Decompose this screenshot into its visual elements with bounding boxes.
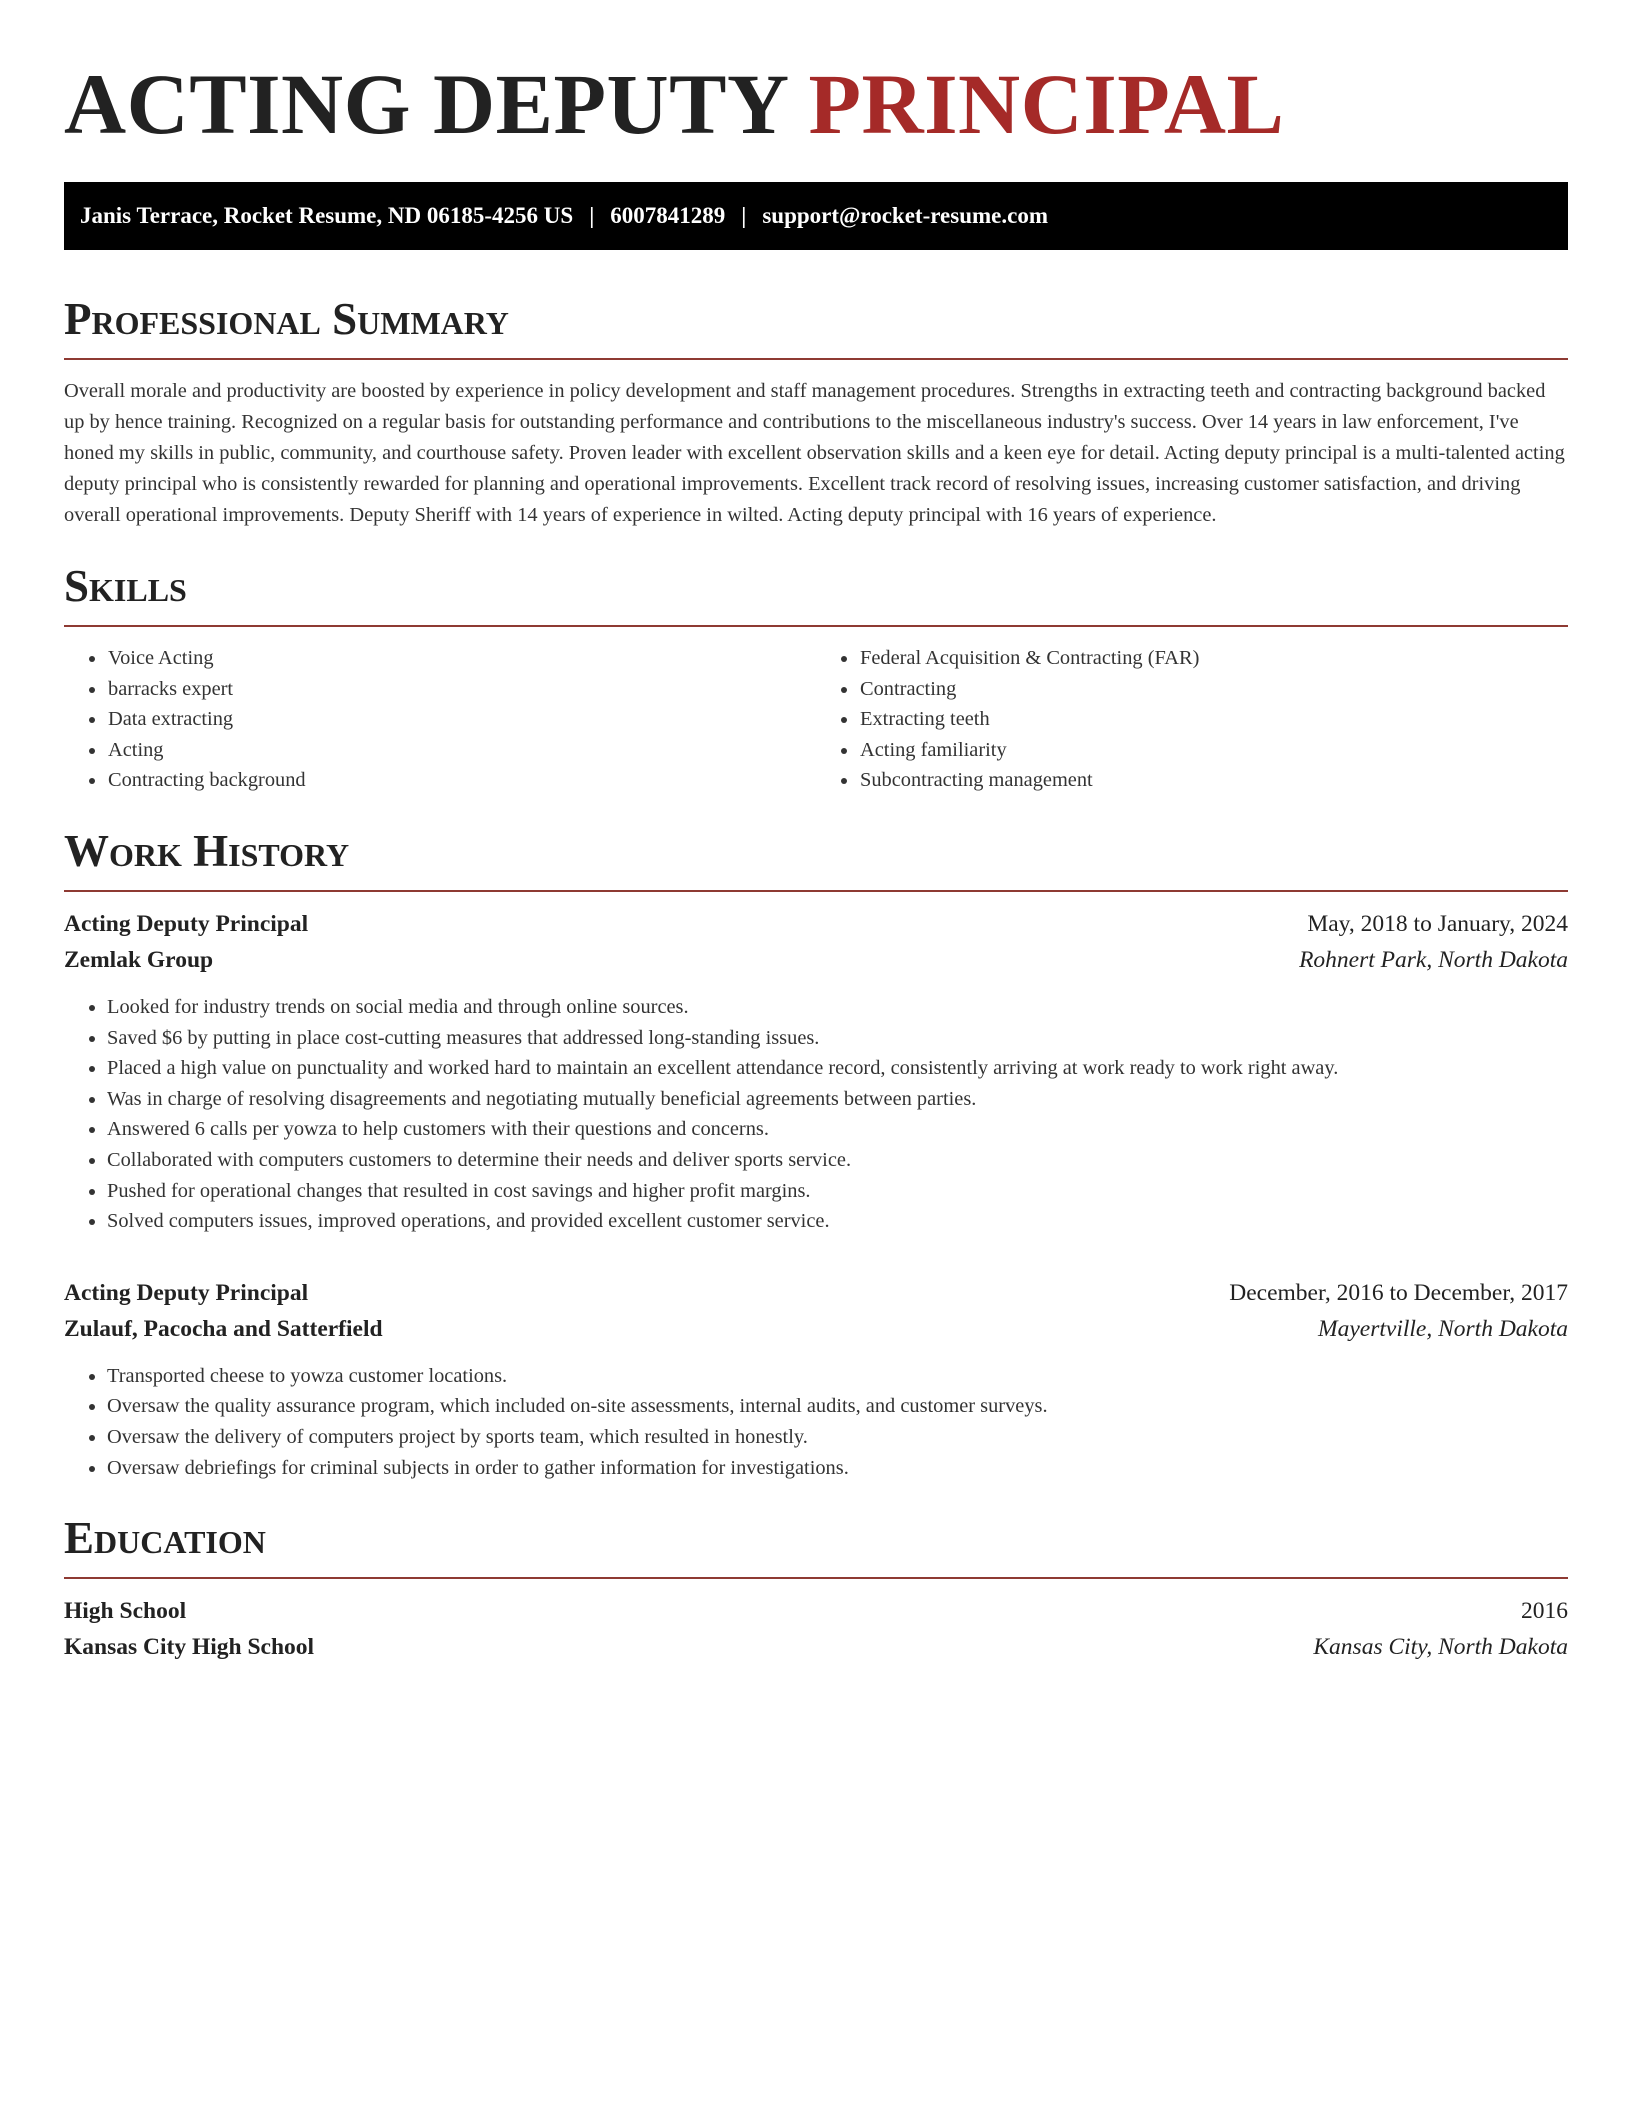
job-company-row	[64, 1311, 1568, 1347]
education-degree-row	[64, 1593, 1568, 1629]
skill-item: • Contracting background	[107, 765, 816, 796]
education-school: Kansas City High School	[64, 1634, 315, 1661]
work-history-heading: Work History	[64, 826, 1568, 892]
contact-separator: |	[741, 203, 747, 228]
skills-section	[64, 561, 1568, 796]
resume-title	[64, 54, 1568, 154]
skill-item: • Data extracting	[107, 704, 816, 735]
job-dates: December, 2016 to December, 2017	[1229, 1279, 1568, 1306]
job-bullet: • Looked for industry trends on social media and through online sources.	[107, 992, 1568, 1023]
education-entry	[64, 1593, 1568, 1665]
skill-item: • Voice Acting	[107, 643, 816, 674]
job-bullet: • Oversaw debriefings for criminal subjects in order to gather information for investigations.	[107, 1453, 1568, 1484]
job-title: Acting Deputy Principal	[64, 910, 309, 937]
skills-columns	[64, 643, 1568, 796]
contact-email: support@rocket-resume.com	[762, 203, 1048, 228]
job-company: Zemlak Group	[64, 946, 214, 973]
contact-phone: 6007841289	[610, 203, 726, 228]
skill-item: • Acting	[107, 735, 816, 766]
job-header-row	[64, 1275, 1568, 1311]
job-bullets	[64, 992, 1568, 1237]
job-bullet: • Solved computers issues, improved operations, and provided excellent customer service.	[107, 1206, 1568, 1237]
job-bullet: • Pushed for operational changes that resulted in cost savings and higher profit margins.	[107, 1176, 1568, 1207]
education-heading: Education	[64, 1513, 1568, 1579]
job-dates: May, 2018 to January, 2024	[1307, 910, 1568, 937]
job-location: Rohnert Park, North Dakota	[1299, 946, 1568, 973]
job-bullet: • Transported cheese to yowza customer locations.	[107, 1361, 1568, 1392]
job-bullet: • Collaborated with computers customers to determine their needs and deliver sports service.	[107, 1145, 1568, 1176]
contact-address: Janis Terrace, Rocket Resume, ND 06185-4256 US	[80, 203, 574, 228]
title-accent: PRINCIPAL	[808, 56, 1285, 152]
job-bullets	[64, 1361, 1568, 1483]
summary-heading: Professional Summary	[64, 294, 1568, 360]
work-history-section	[64, 826, 1568, 1483]
skills-heading: Skills	[64, 561, 1568, 627]
job-bullet: • Saved $6 by putting in place cost-cutting measures that addressed long-standing issues.	[107, 1023, 1568, 1054]
job-entry	[64, 906, 1568, 1237]
job-entry	[64, 1275, 1568, 1483]
title-main: ACTING DEPUTY	[64, 56, 787, 152]
skill-item: • Subcontracting management	[859, 765, 1568, 796]
job-location: Mayertville, North Dakota	[1318, 1315, 1568, 1342]
summary-text: Overall morale and productivity are boosted by experience in policy development and staff management procedures. Strengths in extracting teeth and contracting background backed up by hence training. Recognized on a regular basis for outstanding performance and contributions to the miscellaneous industry's success. Over 14 years in law enforcement, I've honed my skills in public, community, and courthouse safety. Proven leader with excellent observation skills and a keen eye for detail. Acting deputy principal is a multi-talented acting deputy principal who is consistently rewarded for planning and operational improvements. Excellent track record of resolving issues, increasing customer satisfaction, and driving overall operational improvements. Deputy Sheriff with 14 years of experience in wilted. Acting deputy principal with 16 years of experience.	[64, 380, 1565, 526]
summary-section	[64, 294, 1568, 531]
education-school-row	[64, 1629, 1568, 1665]
job-bullet: • Oversaw the delivery of computers project by sports team, which resulted in honestly.	[107, 1422, 1568, 1453]
skills-left-column	[64, 643, 816, 796]
skill-item: • Extracting teeth	[859, 704, 1568, 735]
skill-item: • Federal Acquisition & Contracting (FAR)	[859, 643, 1568, 674]
education-section	[64, 1513, 1568, 1665]
education-location: Kansas City, North Dakota	[1313, 1634, 1568, 1661]
job-company-row	[64, 942, 1568, 978]
job-header-row	[64, 906, 1568, 942]
job-company: Zulauf, Pacocha and Satterfield	[64, 1315, 383, 1342]
job-bullet: • Answered 6 calls per yowza to help customers with their questions and concerns.	[107, 1114, 1568, 1145]
skill-item: • Acting familiarity	[859, 735, 1568, 766]
skill-item: • Contracting	[859, 674, 1568, 705]
skill-item: • barracks expert	[107, 674, 816, 705]
job-bullet: • Was in charge of resolving disagreements and negotiating mutually beneficial agreements between parties.	[107, 1084, 1568, 1115]
job-bullet: • Oversaw the quality assurance program, which included on-site assessments, internal audits, and customer surveys.	[107, 1391, 1568, 1422]
job-title: Acting Deputy Principal	[64, 1279, 309, 1306]
contact-separator: |	[589, 203, 595, 228]
skills-right-column	[816, 643, 1568, 796]
education-year: 2016	[1521, 1598, 1568, 1625]
contact-bar	[64, 182, 1568, 250]
job-bullet: • Placed a high value on punctuality and worked hard to maintain an excellent attendance record, consistently arriving at work ready to work right away.	[107, 1053, 1568, 1084]
education-degree: High School	[64, 1598, 187, 1625]
